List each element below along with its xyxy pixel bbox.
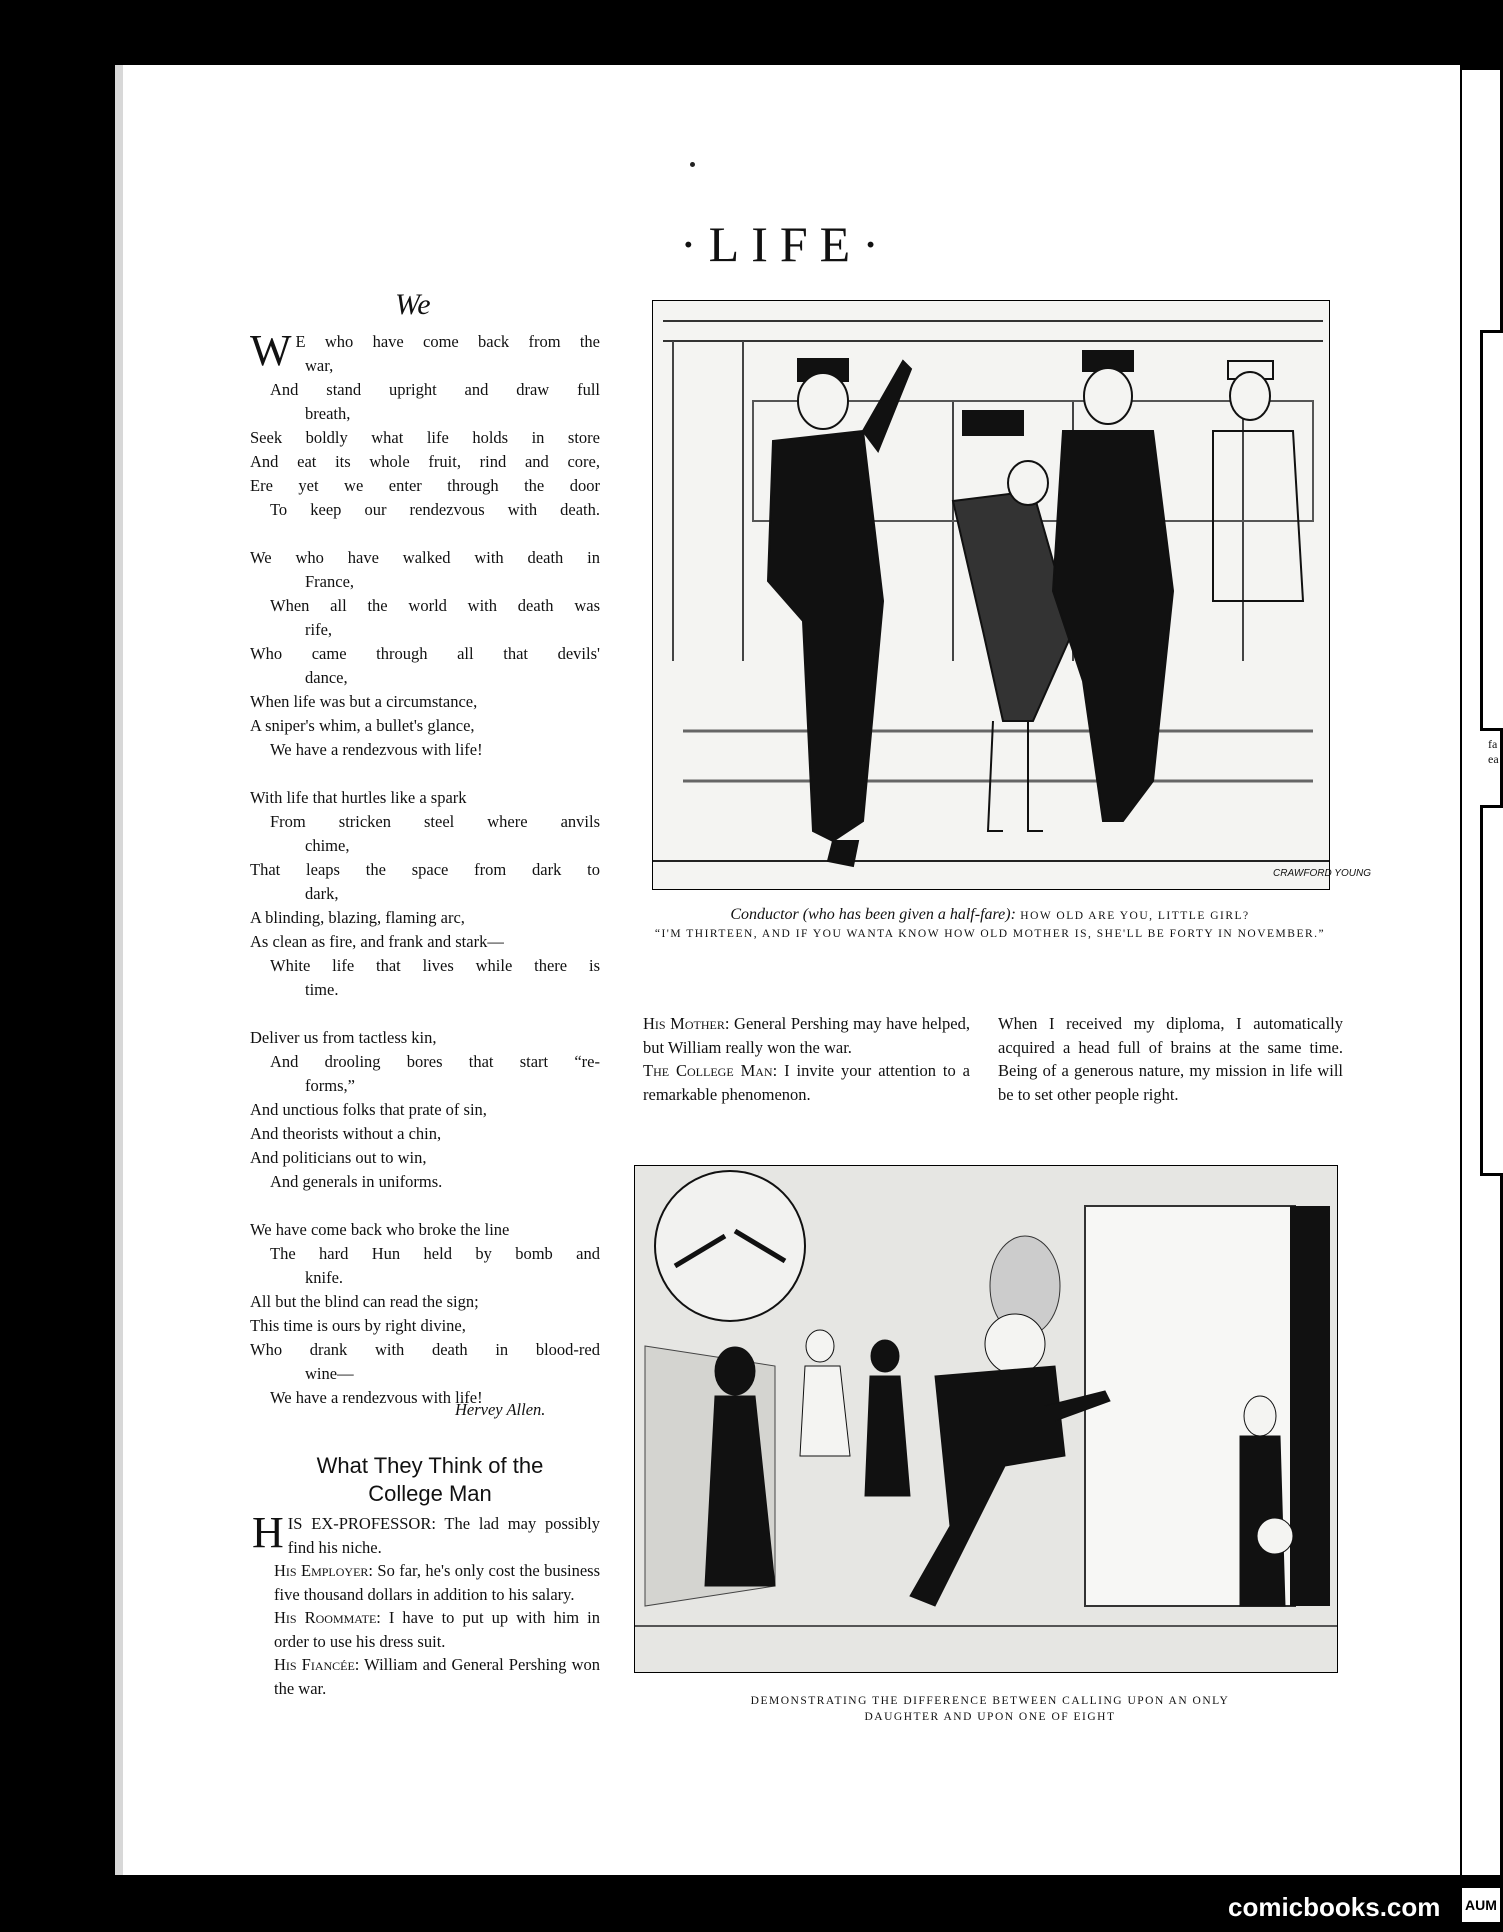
watermark-text: comicbooks.com	[1228, 1892, 1441, 1922]
stairs-cartoon	[634, 1165, 1338, 1673]
poem-line: knife.	[305, 1268, 344, 1287]
poem-line: A sniper's whim, a bullet's glance,	[250, 716, 475, 735]
entry-text: So far, he's only cost the business five thousand dollars in addition to his salary.	[274, 1561, 600, 1604]
poem-line: breath,	[305, 404, 351, 423]
stanza-break	[250, 522, 600, 546]
cartoon1-signature: CRAWFORD YOUNG	[1273, 868, 1371, 879]
college-entry	[252, 1606, 600, 1653]
poem-line: war,	[305, 356, 334, 375]
speaker-label: The College Man:	[643, 1061, 778, 1080]
entry-text: The lad may possibly find his niche.	[287, 1514, 600, 1557]
poem-line: And theorists without a chin,	[250, 1124, 442, 1143]
facing-page-box-top	[1480, 330, 1503, 731]
poem-line: wine—	[305, 1364, 354, 1383]
poem-line: And drooling bores that start “re-	[270, 1052, 600, 1071]
poem-line: When life was but a circumstance,	[250, 692, 478, 711]
poem-line: France,	[305, 572, 355, 591]
article-title-line-2: College Man	[368, 1481, 492, 1506]
stanza-break	[250, 1002, 600, 1026]
article-title	[260, 1452, 600, 1508]
college-entry	[252, 1653, 600, 1700]
poem-line: We who have walked with death in	[250, 548, 600, 567]
poem-line: With life that hurtles like a spark	[250, 788, 467, 807]
poem-line: chime,	[305, 836, 350, 855]
poem-line: Seek boldly what life holds in store	[250, 428, 600, 447]
college-entry	[625, 1059, 970, 1106]
poem-line: When all the world with death was	[270, 596, 600, 615]
facing-page-box-bottom	[1480, 805, 1503, 1176]
poem-line: The hard Hun held by bomb and	[270, 1244, 600, 1263]
facing-page-fragment-1: fa	[1488, 737, 1498, 751]
article-title-line-1: What They Think of the	[316, 1453, 544, 1478]
masthead: ·LIFE·	[680, 216, 891, 272]
speaker-label: His Roommate:	[274, 1608, 381, 1627]
speaker-label: IS EX-PROFESSOR:	[287, 1514, 436, 1533]
poem-line: Who came through all that devils'	[250, 644, 600, 663]
page-edge	[115, 65, 123, 1875]
speaker-label: His Employer:	[274, 1561, 373, 1580]
poem-line: White life that lives while there is	[270, 956, 600, 975]
college-entry	[625, 1012, 970, 1059]
entry-text: General Pershing may have helped, but William really won the war.	[643, 1014, 970, 1057]
cartoon2-caption-line-2: DAUGHTER AND UPON ONE OF EIGHT	[864, 1711, 1116, 1723]
poem-line: This time is ours by right divine,	[250, 1316, 466, 1335]
college-article	[252, 1508, 600, 1700]
middle-right-column	[998, 1012, 1343, 1106]
poem-line: forms,”	[305, 1076, 355, 1095]
poem-line: A blinding, blazing, flaming arc,	[250, 908, 465, 927]
cartoon1-caption-speaker: Conductor (who has been given a half-fare):	[730, 906, 1016, 923]
poem-line: As clean as fire, and frank and stark—	[250, 932, 504, 951]
poem-line: Who drank with death in blood-red	[250, 1340, 600, 1359]
poem-line: E who have come back from the	[295, 332, 600, 351]
poem-line: dance,	[305, 668, 348, 687]
poem-line: Deliver us from tactless kin,	[250, 1028, 437, 1047]
poem-line: To keep our rendezvous with death.	[270, 500, 600, 519]
poem-line: We have a rendezvous with life!	[270, 1388, 483, 1407]
cartoon1-caption-question: HOW OLD ARE YOU, LITTLE GIRL?	[1015, 910, 1250, 922]
cartoon2-caption	[690, 1693, 1290, 1725]
poem-line: rife,	[305, 620, 333, 639]
college-entry	[252, 1559, 600, 1606]
cartoon1-caption	[650, 906, 1330, 943]
poem-line: Ere yet we enter through the door	[250, 476, 600, 495]
article-dropcap: H	[252, 1508, 284, 1557]
entry-text: William and General Pershing won the war.	[274, 1655, 600, 1698]
poem-line: And politicians out to win,	[250, 1148, 427, 1167]
speaker-label: His Mother:	[643, 1014, 730, 1033]
cartoon2-caption-line-1: DEMONSTRATING THE DIFFERENCE BETWEEN CALLING UPON AN ONLY	[750, 1695, 1230, 1707]
poem-line: We have a rendezvous with life!	[270, 740, 483, 759]
ornament-dot	[690, 162, 695, 167]
college-entry	[252, 1508, 600, 1559]
cartoon1-caption-answer: “I'M THIRTEEN, AND IF YOU WANTA KNOW HOW OLD MOTHER IS, SHE'LL BE FORTY IN NOVEMBER.”	[654, 928, 1326, 940]
poem-line: From stricken steel where anvils	[270, 812, 600, 831]
stanza-break	[250, 762, 600, 786]
poem-body	[250, 326, 600, 1410]
poem-dropcap: W	[250, 326, 292, 375]
poem-line: And generals in uniforms.	[270, 1172, 443, 1191]
entry-text: I have to put up with him in order to use his dress suit.	[274, 1608, 600, 1651]
poem-line: dark,	[305, 884, 339, 903]
poem-line: time.	[305, 980, 339, 999]
streetcar-cartoon	[652, 300, 1371, 890]
poem-author: Hervey Allen.	[455, 1400, 546, 1419]
entry-text: I invite your attention to a remarkable phenomenon.	[643, 1061, 970, 1104]
poem-line: And eat its whole fruit, rind and core,	[250, 452, 600, 471]
poem-line: And unctious folks that prate of sin,	[250, 1100, 487, 1119]
middle-left-column	[625, 1012, 970, 1106]
poem-line: And stand upright and draw full	[270, 380, 600, 399]
facing-page-fragment-2: ea	[1488, 752, 1499, 766]
watermark-badge: AUM	[1462, 1888, 1500, 1922]
poem-line: All but the blind can read the sign;	[250, 1292, 479, 1311]
stanza-break	[250, 1194, 600, 1218]
poem-line: That leaps the space from dark to	[250, 860, 600, 879]
poem-line: We have come back who broke the line	[250, 1220, 510, 1239]
middle-right-text: When I received my diploma, I automatically acquired a head full of brains at the same time. Being of a generous nature, my mission in life will be to set other people right.	[998, 1014, 1343, 1104]
poem-title: We	[395, 288, 431, 321]
speaker-label: His Fiancée:	[274, 1655, 360, 1674]
